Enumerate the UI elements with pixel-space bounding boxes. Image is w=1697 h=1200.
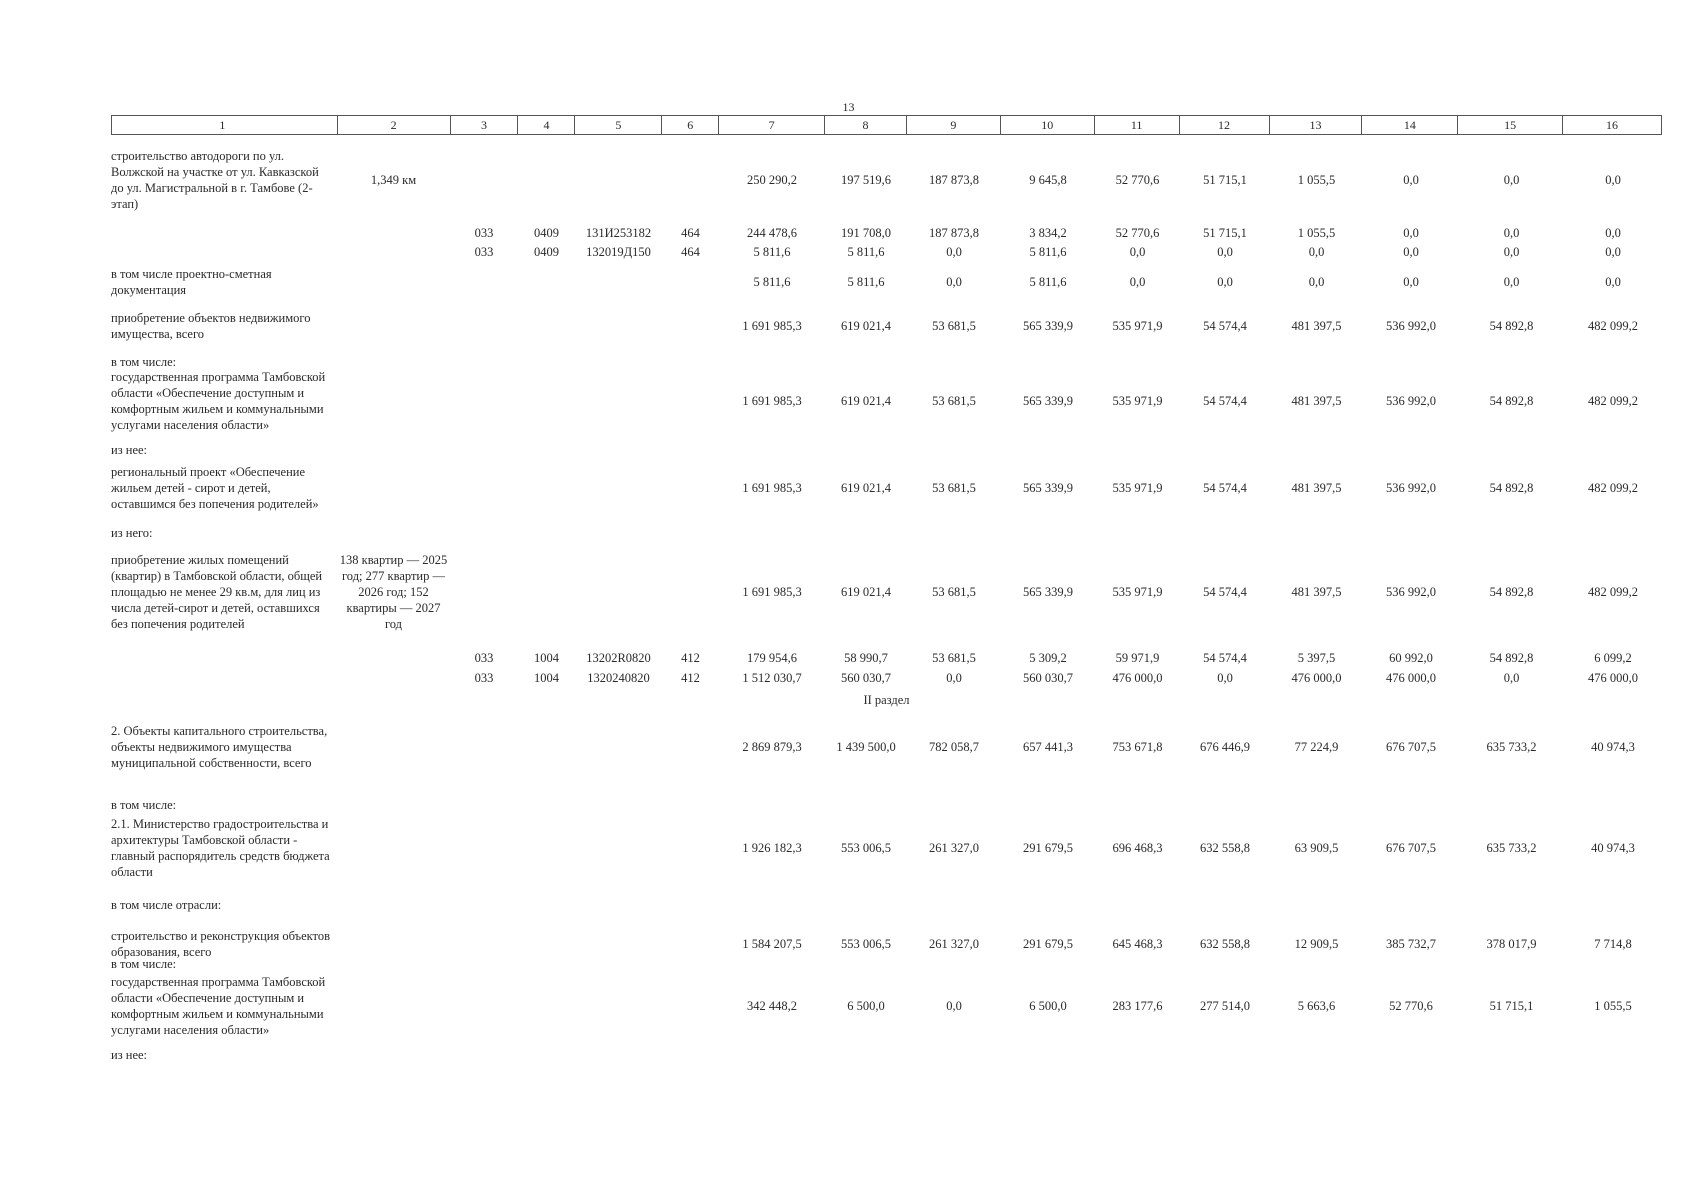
ministry-code-cell: 033 xyxy=(474,671,494,685)
value-cell: 0,0 xyxy=(1503,275,1520,289)
value-cell: 535 971,9 xyxy=(1112,394,1163,408)
value-cell: 0,0 xyxy=(1129,275,1146,289)
value-cell: 0,0 xyxy=(1403,275,1419,289)
row-name-cell: региональный проект «Обеспечение жильем детей - сирот и детей, оставшимся без попечения родителей» xyxy=(111,465,319,511)
value-cell: 482 099,2 xyxy=(1588,585,1638,599)
value-cell: 58 990,7 xyxy=(844,651,888,665)
value-cell: 52 770,6 xyxy=(1115,226,1160,240)
value-cell: 536 992,0 xyxy=(1386,585,1436,599)
section-code-cell: 1004 xyxy=(534,671,559,685)
value-cell: 0,0 xyxy=(1605,275,1621,289)
value-cell: 536 992,0 xyxy=(1386,481,1436,495)
value-cell: 0,0 xyxy=(1503,245,1520,259)
table-row xyxy=(111,148,1662,212)
target-code-cell: 131И253182 xyxy=(585,226,652,240)
value-cell: 1 691 985,3 xyxy=(742,481,802,495)
value-cell: 0,0 xyxy=(1503,226,1520,240)
value-cell: 482 099,2 xyxy=(1588,394,1638,408)
target-code-cell: 132019Д150 xyxy=(586,245,651,259)
value-cell: 277 514,0 xyxy=(1200,999,1250,1013)
table-row xyxy=(111,670,1662,686)
value-cell: 481 397,5 xyxy=(1291,481,1342,495)
header-cell: 13 xyxy=(1270,116,1363,134)
value-cell: 632 558,8 xyxy=(1200,841,1250,855)
value-cell: 1 691 985,3 xyxy=(742,585,802,599)
value-cell: 378 017,9 xyxy=(1486,937,1537,951)
value-cell: 476 000,0 xyxy=(1386,671,1436,685)
value-cell: 5 811,6 xyxy=(753,245,791,259)
ministry-code-cell: 033 xyxy=(474,651,494,665)
header-cell: 2 xyxy=(338,116,451,134)
value-cell: 0,0 xyxy=(1503,671,1520,685)
table-row xyxy=(111,723,1662,771)
value-cell: 52 770,6 xyxy=(1115,173,1160,187)
value-cell: 54 892,8 xyxy=(1489,319,1534,333)
table-row xyxy=(111,816,1662,880)
value-cell: 535 971,9 xyxy=(1112,319,1163,333)
value-cell: 6 099,2 xyxy=(1594,651,1632,665)
value-cell: 476 000,0 xyxy=(1112,671,1163,685)
table-row xyxy=(111,650,1662,666)
page-number: 13 xyxy=(842,100,855,114)
value-cell: 1 926 182,3 xyxy=(742,841,802,855)
value-cell: 53 681,5 xyxy=(932,319,976,333)
value-cell: 54 892,8 xyxy=(1489,651,1534,665)
row-name-cell: приобретение жилых помещений (квартир) в Тамбовской области, общей площадью не менее 29 кв.м, для лиц из числа детей-сирот и детей, оставшихся без попечения родителей xyxy=(111,553,323,631)
value-cell: 657 441,3 xyxy=(1023,740,1073,754)
table-row xyxy=(111,956,1662,972)
header-cell: 5 xyxy=(575,116,662,134)
row-name-cell: в том числе отрасли: xyxy=(111,898,222,912)
header-cell: 16 xyxy=(1606,118,1619,132)
value-cell: 5 397,5 xyxy=(1297,651,1336,665)
value-cell: 12 909,5 xyxy=(1294,937,1339,951)
value-cell: 54 574,4 xyxy=(1203,394,1247,408)
value-cell: 619 021,4 xyxy=(841,481,891,495)
value-cell: 53 681,5 xyxy=(932,394,976,408)
section-label: II раздел xyxy=(863,693,910,707)
value-cell: 560 030,7 xyxy=(1023,671,1073,685)
value-cell: 696 468,3 xyxy=(1112,841,1163,855)
value-cell: 0,0 xyxy=(1605,245,1621,259)
value-cell: 53 681,5 xyxy=(932,481,976,495)
ministry-code-cell: 033 xyxy=(474,226,494,240)
value-cell: 1 055,5 xyxy=(1297,173,1336,187)
value-cell: 2 869 879,3 xyxy=(742,740,802,754)
value-cell: 385 732,7 xyxy=(1386,937,1436,951)
header-cell: 12 xyxy=(1180,116,1270,134)
value-cell: 1 439 500,0 xyxy=(836,740,896,754)
row-name-cell: из нее: xyxy=(111,443,148,457)
capacity-cell: 138 квартир — 2025 год; 277 квартир — 2026 год; 152 квартиры — 2027 год xyxy=(339,553,448,631)
value-cell: 52 770,6 xyxy=(1389,999,1433,1013)
value-cell: 5 811,6 xyxy=(753,275,791,289)
value-cell: 197 519,6 xyxy=(841,173,891,187)
header-cell: 14 xyxy=(1362,116,1458,134)
value-cell: 553 006,5 xyxy=(841,841,891,855)
value-cell: 0,0 xyxy=(1403,226,1419,240)
value-cell: 0,0 xyxy=(1217,245,1233,259)
value-cell: 1 584 207,5 xyxy=(742,937,802,951)
value-cell: 782 058,7 xyxy=(929,740,979,754)
value-cell: 1 512 030,7 xyxy=(742,671,802,685)
value-cell: 645 468,3 xyxy=(1112,937,1163,951)
table-row xyxy=(111,369,1662,433)
table-row xyxy=(111,225,1662,241)
value-cell: 6 500,0 xyxy=(1029,999,1067,1013)
value-cell: 0,0 xyxy=(1403,245,1419,259)
value-cell: 9 645,8 xyxy=(1029,173,1067,187)
value-cell: 481 397,5 xyxy=(1291,585,1342,599)
target-code-cell: 13202R0820 xyxy=(586,651,651,665)
value-cell: 54 892,8 xyxy=(1489,585,1534,599)
value-cell: 51 715,1 xyxy=(1489,999,1534,1013)
value-cell: 179 954,6 xyxy=(747,651,797,665)
value-cell: 54 574,4 xyxy=(1203,481,1247,495)
header-cell: 9 xyxy=(907,116,1001,134)
value-cell: 342 448,2 xyxy=(747,999,797,1013)
value-cell: 54 892,8 xyxy=(1489,481,1534,495)
table-row xyxy=(111,310,1662,342)
table-row xyxy=(111,552,1662,632)
value-cell: 753 671,8 xyxy=(1112,740,1163,754)
header-cell: 6 xyxy=(662,116,719,134)
value-cell: 261 327,0 xyxy=(929,937,979,951)
value-cell: 0,0 xyxy=(1503,173,1520,187)
value-cell: 482 099,2 xyxy=(1588,319,1638,333)
table-row xyxy=(111,974,1662,1038)
row-name-cell: 2. Объекты капитального строительства, объекты недвижимого имущества муниципальной собственности, всего xyxy=(111,724,328,770)
row-name-cell: из нее: xyxy=(111,1048,148,1062)
row-name-cell: в том числе проектно-сметная документация xyxy=(111,267,272,297)
value-cell: 51 715,1 xyxy=(1203,173,1247,187)
table-row xyxy=(111,464,1662,512)
value-cell: 1 055,5 xyxy=(1594,999,1632,1013)
value-cell: 0,0 xyxy=(946,245,962,259)
table-row xyxy=(111,897,1662,913)
header-cell: 1 xyxy=(112,116,338,134)
table-row xyxy=(111,797,1662,813)
table-row xyxy=(111,244,1662,260)
header-cell: 4 xyxy=(518,116,575,134)
table-row xyxy=(111,354,1662,370)
value-cell: 632 558,8 xyxy=(1200,937,1250,951)
value-cell: 5 309,2 xyxy=(1029,651,1067,665)
header-cell: 11 xyxy=(1095,116,1180,134)
row-name-cell: 2.1. Министерство градостроительства и архитектуры Тамбовской области - главный распорядитель средств бюджета области xyxy=(111,817,330,879)
value-cell: 0,0 xyxy=(946,275,962,289)
value-cell: 261 327,0 xyxy=(929,841,979,855)
row-name-cell: из него: xyxy=(111,526,153,540)
value-cell: 481 397,5 xyxy=(1291,394,1342,408)
value-cell: 77 224,9 xyxy=(1294,740,1339,754)
value-cell: 0,0 xyxy=(1605,226,1621,240)
row-name-cell: в том числе: xyxy=(111,355,177,369)
value-cell: 54 574,4 xyxy=(1203,319,1247,333)
section-code-cell: 0409 xyxy=(534,245,559,259)
value-cell: 54 892,8 xyxy=(1489,394,1534,408)
table-header xyxy=(111,115,1662,135)
header-cell: 8 xyxy=(825,116,907,134)
table-row xyxy=(111,525,1662,541)
value-cell: 0,0 xyxy=(1308,245,1325,259)
value-cell: 619 021,4 xyxy=(841,394,891,408)
value-cell: 187 873,8 xyxy=(929,226,979,240)
value-cell: 0,0 xyxy=(1217,275,1233,289)
value-cell: 476 000,0 xyxy=(1588,671,1638,685)
table-row xyxy=(111,442,1662,458)
value-cell: 244 478,6 xyxy=(747,226,797,240)
value-cell: 63 909,5 xyxy=(1294,841,1339,855)
value-cell: 54 574,4 xyxy=(1203,585,1247,599)
row-name-cell: в том числе: xyxy=(111,798,177,812)
value-cell: 676 707,5 xyxy=(1386,740,1436,754)
value-cell: 187 873,8 xyxy=(929,173,979,187)
value-cell: 59 971,9 xyxy=(1115,651,1160,665)
table-row xyxy=(111,1047,1662,1063)
expense-type-cell: 412 xyxy=(681,671,700,685)
row-name-cell: строительство и реконструкция объектов образования, всего xyxy=(111,929,330,959)
value-cell: 476 000,0 xyxy=(1291,671,1342,685)
value-cell: 565 339,9 xyxy=(1023,319,1073,333)
value-cell: 3 834,2 xyxy=(1029,226,1067,240)
budget-table xyxy=(111,115,1662,1062)
row-name-cell: строительство автодороги по ул. Волжской на участке от ул. Кавказской до ул. Магистральной в г. Тамбове (2-этап) xyxy=(111,149,319,211)
value-cell: 0,0 xyxy=(946,999,962,1013)
value-cell: 0,0 xyxy=(946,671,962,685)
value-cell: 40 974,3 xyxy=(1591,740,1635,754)
expense-type-cell: 464 xyxy=(681,226,700,240)
value-cell: 676 707,5 xyxy=(1386,841,1436,855)
header-cell: 3 xyxy=(451,116,519,134)
value-cell: 481 397,5 xyxy=(1291,319,1342,333)
value-cell: 635 733,2 xyxy=(1486,841,1537,855)
value-cell: 536 992,0 xyxy=(1386,319,1436,333)
header-cell: 10 xyxy=(1001,116,1095,134)
value-cell: 0,0 xyxy=(1129,245,1146,259)
expense-type-cell: 412 xyxy=(681,651,700,665)
row-name-cell: приобретение объектов недвижимого имущества, всего xyxy=(111,311,311,341)
value-cell: 5 811,6 xyxy=(1029,245,1067,259)
value-cell: 1 691 985,3 xyxy=(742,394,802,408)
capacity-cell: 1,349 км xyxy=(370,173,417,187)
value-cell: 0,0 xyxy=(1217,671,1233,685)
value-cell: 619 021,4 xyxy=(841,585,891,599)
value-cell: 553 006,5 xyxy=(841,937,891,951)
value-cell: 635 733,2 xyxy=(1486,740,1537,754)
value-cell: 5 811,6 xyxy=(1029,275,1067,289)
value-cell: 283 177,6 xyxy=(1112,999,1163,1013)
value-cell: 676 446,9 xyxy=(1200,740,1250,754)
value-cell: 0,0 xyxy=(1403,173,1419,187)
value-cell: 5 811,6 xyxy=(847,275,885,289)
value-cell: 7 714,8 xyxy=(1594,937,1632,951)
table-row xyxy=(111,266,1662,298)
value-cell: 5 811,6 xyxy=(847,245,885,259)
value-cell: 53 681,5 xyxy=(932,651,976,665)
section-code-cell: 0409 xyxy=(534,226,559,240)
value-cell: 250 290,2 xyxy=(747,173,797,187)
value-cell: 565 339,9 xyxy=(1023,481,1073,495)
value-cell: 565 339,9 xyxy=(1023,394,1073,408)
value-cell: 51 715,1 xyxy=(1203,226,1247,240)
row-name-cell: в том числе: xyxy=(111,957,177,971)
value-cell: 291 679,5 xyxy=(1023,937,1073,951)
header-cell: 7 xyxy=(719,116,825,134)
row-name-cell: государственная программа Тамбовской области «Обеспечение доступным и комфортным жильем и коммунальными услугами населения области» xyxy=(111,975,326,1037)
value-cell: 291 679,5 xyxy=(1023,841,1073,855)
value-cell: 40 974,3 xyxy=(1591,841,1635,855)
value-cell: 5 663,6 xyxy=(1297,999,1336,1013)
value-cell: 60 992,0 xyxy=(1389,651,1433,665)
ministry-code-cell: 033 xyxy=(474,245,494,259)
value-cell: 0,0 xyxy=(1605,173,1621,187)
row-name-cell: государственная программа Тамбовской области «Обеспечение доступным и комфортным жильем и коммунальными услугами населения области» xyxy=(111,370,326,432)
value-cell: 482 099,2 xyxy=(1588,481,1638,495)
value-cell: 0,0 xyxy=(1308,275,1325,289)
expense-type-cell: 464 xyxy=(681,245,700,259)
value-cell: 1 691 985,3 xyxy=(742,319,802,333)
value-cell: 560 030,7 xyxy=(841,671,891,685)
target-code-cell: 1320240820 xyxy=(587,671,650,685)
value-cell: 1 055,5 xyxy=(1297,226,1336,240)
value-cell: 535 971,9 xyxy=(1112,481,1163,495)
section-code-cell: 1004 xyxy=(534,651,559,665)
value-cell: 619 021,4 xyxy=(841,319,891,333)
value-cell: 54 574,4 xyxy=(1203,651,1247,665)
value-cell: 53 681,5 xyxy=(932,585,976,599)
value-cell: 191 708,0 xyxy=(841,226,891,240)
value-cell: 565 339,9 xyxy=(1023,585,1073,599)
value-cell: 6 500,0 xyxy=(847,999,885,1013)
value-cell: 535 971,9 xyxy=(1112,585,1163,599)
header-cell: 15 xyxy=(1458,116,1563,134)
value-cell: 536 992,0 xyxy=(1386,394,1436,408)
